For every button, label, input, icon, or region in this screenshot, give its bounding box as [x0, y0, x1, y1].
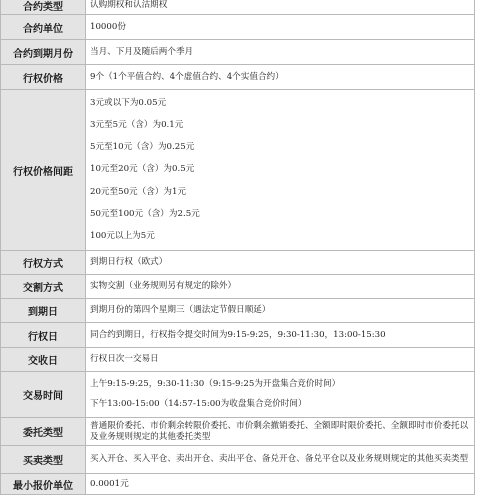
row-value [86, 65, 475, 89]
value-line: 下午13:00-15:00（14:57-15:00为收盘集合竞价时间） [90, 399, 307, 410]
row-value [86, 323, 475, 347]
row-label: 合约到期月份 [0, 40, 86, 64]
row-label: 合约类型 [0, 0, 86, 14]
row-value [86, 90, 475, 250]
row-value [86, 40, 475, 64]
value-line: 5元至10元（含）为0.25元 [90, 142, 195, 153]
row-value [86, 251, 475, 274]
table-row [0, 348, 475, 372]
value-line: 当月、下月及随后两个季月 [90, 46, 194, 57]
value-line: 0.0001元 [90, 478, 129, 489]
value-line: 到期日行权（欧式） [90, 257, 168, 267]
table-row [0, 40, 475, 65]
table-row [0, 474, 475, 495]
row-label: 行权方式 [0, 251, 86, 274]
table-row [0, 15, 475, 40]
value-line: 买入开仓、买入平仓、卖出开仓、卖出平仓、备兑开仓、备兑平仓以及业务规则规定的其他买卖类型 [90, 454, 469, 464]
value-line: 3元或以下为0.05元 [90, 97, 167, 108]
row-label: 交割方式 [0, 275, 86, 298]
row-label: 行权价格 [0, 65, 86, 89]
row-label: 委托类型 [0, 418, 86, 445]
value-line: 20元至50元（含）为1元 [90, 186, 187, 197]
value-line: 10000份 [90, 21, 126, 32]
row-label: 交收日 [0, 348, 86, 371]
row-value [86, 15, 475, 39]
table-row [0, 275, 475, 299]
table-row [0, 251, 475, 275]
table-row [0, 0, 475, 15]
row-label: 行权价格间距 [0, 90, 86, 250]
value-line: 实物交割（业务规则另有规定的除外） [90, 281, 237, 291]
value-line: 同合约到期日，行权指令提交时间为9:15-9:25，9:30-11:30，13:00-15:30 [90, 329, 386, 340]
value-line: 行权日次一交易日 [90, 354, 159, 364]
value-line: 3元至5元（含）为0.1元 [90, 119, 184, 130]
table-row [0, 65, 475, 90]
row-label: 交易时间 [0, 372, 86, 417]
table-row [0, 90, 475, 251]
table-row [0, 299, 475, 323]
row-value [86, 446, 475, 473]
value-line: 10元至20元（含）为0.5元 [90, 164, 195, 175]
row-value [86, 0, 475, 14]
value-line: 上午9:15-9:25，9:30-11:30（9:15-9:25为开盘集合竞价时间） [90, 378, 341, 389]
row-value [86, 372, 475, 417]
value-line: 100元以上为5元 [90, 231, 155, 242]
table-row [0, 323, 475, 348]
row-label: 买卖类型 [0, 446, 86, 473]
row-value [86, 348, 475, 371]
value-line: 50元至100元（含）为2.5元 [90, 209, 200, 220]
row-value [86, 275, 475, 298]
row-value [86, 418, 475, 445]
row-value [86, 299, 475, 322]
table-row [0, 372, 475, 418]
value-line: 9个（1个平值合约、4个虚值合约、4个实值合约） [90, 71, 284, 82]
table-row [0, 418, 475, 446]
row-label: 最小报价单位 [0, 474, 86, 494]
row-value [86, 474, 475, 494]
value-line: 到期月份的第四个星期三（遇法定节假日顺延） [90, 305, 271, 315]
row-label: 行权日 [0, 323, 86, 347]
row-label: 合约单位 [0, 15, 86, 39]
row-label: 到期日 [0, 299, 86, 322]
value-line: 普通限价委托、市价剩余转限价委托、市价剩余撤销委托、全额即时限价委托、全额即时市价委托以及业务规则规定的其他委托类型 [90, 420, 469, 442]
table-row [0, 446, 475, 474]
value-line: 认购期权和认沽期权 [90, 0, 168, 10]
